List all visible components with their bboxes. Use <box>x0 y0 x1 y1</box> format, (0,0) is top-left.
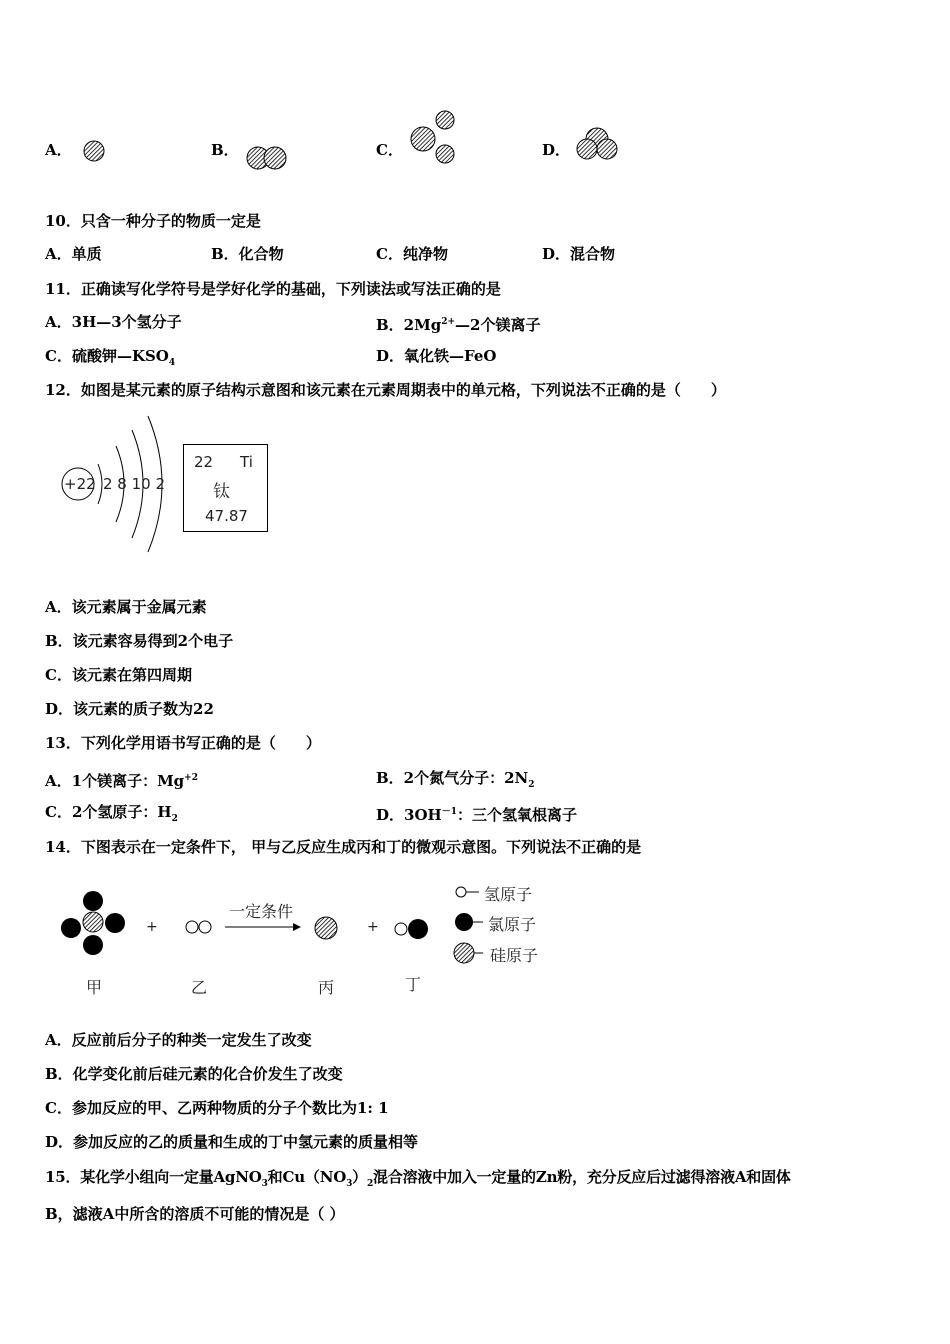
q11-option-c: C．硫酸钾$—KSO_4$ <box>45 347 176 368</box>
q13-stem: 13．下列化学用语书写正确的是（ ） <box>45 734 321 752</box>
q13-option-b: B．2个氮气分子：$2N_2$ <box>376 769 535 790</box>
q15-stem-line1: 15．某化学小组向一定量AgNO$_3$和$Cu(NO_3)_2$混合溶液中加入一定量的Zn粉，充分反应后过滤得溶液A和固体 <box>45 1168 791 1189</box>
element-name: 钛 <box>213 482 230 502</box>
q14-option-a: A．反应前后分子的种类一定发生了改变 <box>45 1031 312 1049</box>
reaction-diagram <box>55 885 555 975</box>
q14-stem: 14．下图表示在一定条件下， 甲与乙反应生成丙和丁的微观示意图。下列说法不正确的是 <box>45 838 642 856</box>
q11-option-b: B．$2Mg^{2+}—2$个镁离子 <box>376 316 541 334</box>
q15-stem-line2: B，滤液A中所含的溶质不可能的情况是（ ） <box>45 1205 345 1223</box>
q10-option-d: D．混合物 <box>542 245 616 263</box>
q13-option-a: A．1个镁离子：$Mg^{+2}$ <box>45 772 198 790</box>
q14-option-c: C．参加反应的甲、乙两种物质的分子个数比为1: 1 <box>45 1099 389 1117</box>
plus-sign-2: + <box>367 919 379 935</box>
electron-shells: 2 8 10 2 <box>103 475 166 493</box>
q13-option-c: C．2个氢原子：$H_2$ <box>45 803 178 824</box>
q9-option-b: B． <box>211 141 239 159</box>
q12-option-c: C．该元素在第四周期 <box>45 666 192 684</box>
q9-option-d: D． <box>542 141 571 159</box>
label-ding: 丁 <box>405 975 422 994</box>
q13-option-d: D．$3OH^{-1}$：三个氢氧根离子 <box>376 806 577 824</box>
atomic-mass: 47.87 <box>205 507 248 525</box>
q9-a-molecule <box>80 138 110 166</box>
q9-option-c: C． <box>376 141 403 159</box>
q11-option-a: A．3H—3个氢分子 <box>45 313 182 331</box>
atomic-number: 22 <box>194 453 214 471</box>
legend-hydrogen: 氢原子 <box>484 885 533 904</box>
element-symbol: Ti <box>240 453 253 471</box>
q11-stem: 11．正确读写化学符号是学好化学的基础，下列读法或写法正确的是 <box>45 280 501 298</box>
periodic-table-cell <box>183 444 268 532</box>
q9-b-molecule <box>245 142 295 176</box>
q10-option-a: A．单质 <box>45 245 102 263</box>
plus-sign-1: + <box>146 919 158 935</box>
q10-stem: 10．只含一种分子的物质一定是 <box>45 212 261 230</box>
label-jia: 甲 <box>86 978 103 997</box>
nucleus-charge: +22 <box>64 475 96 493</box>
q14-option-d: D．参加反应的乙的质量和生成的丁中氢元素的质量相等 <box>45 1133 419 1151</box>
label-yi: 乙 <box>191 978 208 997</box>
q12-option-a: A．该元素属于金属元素 <box>45 598 207 616</box>
q9-c-molecule <box>406 108 462 168</box>
q10-option-c: C．纯净物 <box>376 245 448 263</box>
q12-option-d: D．该元素的质子数为22 <box>45 700 214 718</box>
q12-stem: 12．如图是某元素的原子结构示意图和该元素在元素周期表中的单元格，下列说法不正确的是（ ） <box>45 381 726 399</box>
q14-option-b: B．化学变化前后硅元素的化合价发生了改变 <box>45 1065 343 1083</box>
label-bing: 丙 <box>318 978 335 997</box>
q12-option-b: B．该元素容易得到2个电子 <box>45 632 234 650</box>
legend-chlorine: 氯原子 <box>488 915 537 934</box>
q10-option-b: B．化合物 <box>211 245 284 263</box>
legend-silicon: 硅原子 <box>490 946 539 965</box>
reaction-condition: 一定条件 <box>229 902 294 921</box>
q9-option-a: A． <box>45 141 72 159</box>
q11-option-d: D．氧化铁—FeO <box>376 347 497 365</box>
q9-d-molecule <box>574 126 624 166</box>
